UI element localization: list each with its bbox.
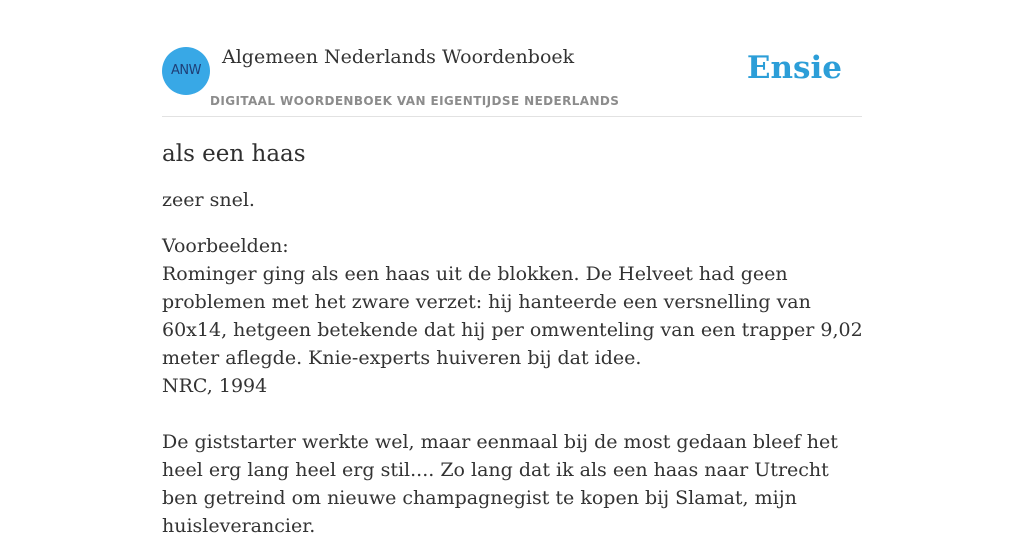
entry-headword: als een haas xyxy=(162,141,306,167)
example-text: De giststarter werkte wel, maar eenmaal bij de most gedaan bleef het heel erg lang heel erg stil.... Zo lang dat ik als een haas naar Utrecht ben getreind om nieuwe champagnegist te kopen bij Slamat, mijn huisleverancier. xyxy=(162,431,838,537)
site-header xyxy=(162,40,862,117)
dictionary-subtitle: DIGITAAL WOORDENBOEK VAN EIGENTIJDSE NEDERLANDS xyxy=(210,94,620,108)
example-text: Rominger ging als een haas uit de blokken. De Helveet had geen problemen met het zware verzet: hij hanteerde een versnelling van 60x14, hetgeen betekende dat hij per omwenteling van een trapper 9,02 meter aflegde. Knie-experts huiveren bij dat idee. xyxy=(162,263,863,369)
examples-label: Voorbeelden: xyxy=(162,235,289,257)
examples-section xyxy=(162,232,867,540)
example-source: NRC, 1994 xyxy=(162,375,268,397)
entry-content xyxy=(162,138,867,540)
entry-definition: zeer snel. xyxy=(162,189,255,211)
dictionary-title[interactable]: Algemeen Nederlands Woordenboek xyxy=(222,46,575,68)
ensie-logo-link[interactable]: Ensie xyxy=(746,50,842,86)
example-divider-space xyxy=(162,400,867,428)
anw-logo[interactable]: ANW xyxy=(162,47,210,95)
